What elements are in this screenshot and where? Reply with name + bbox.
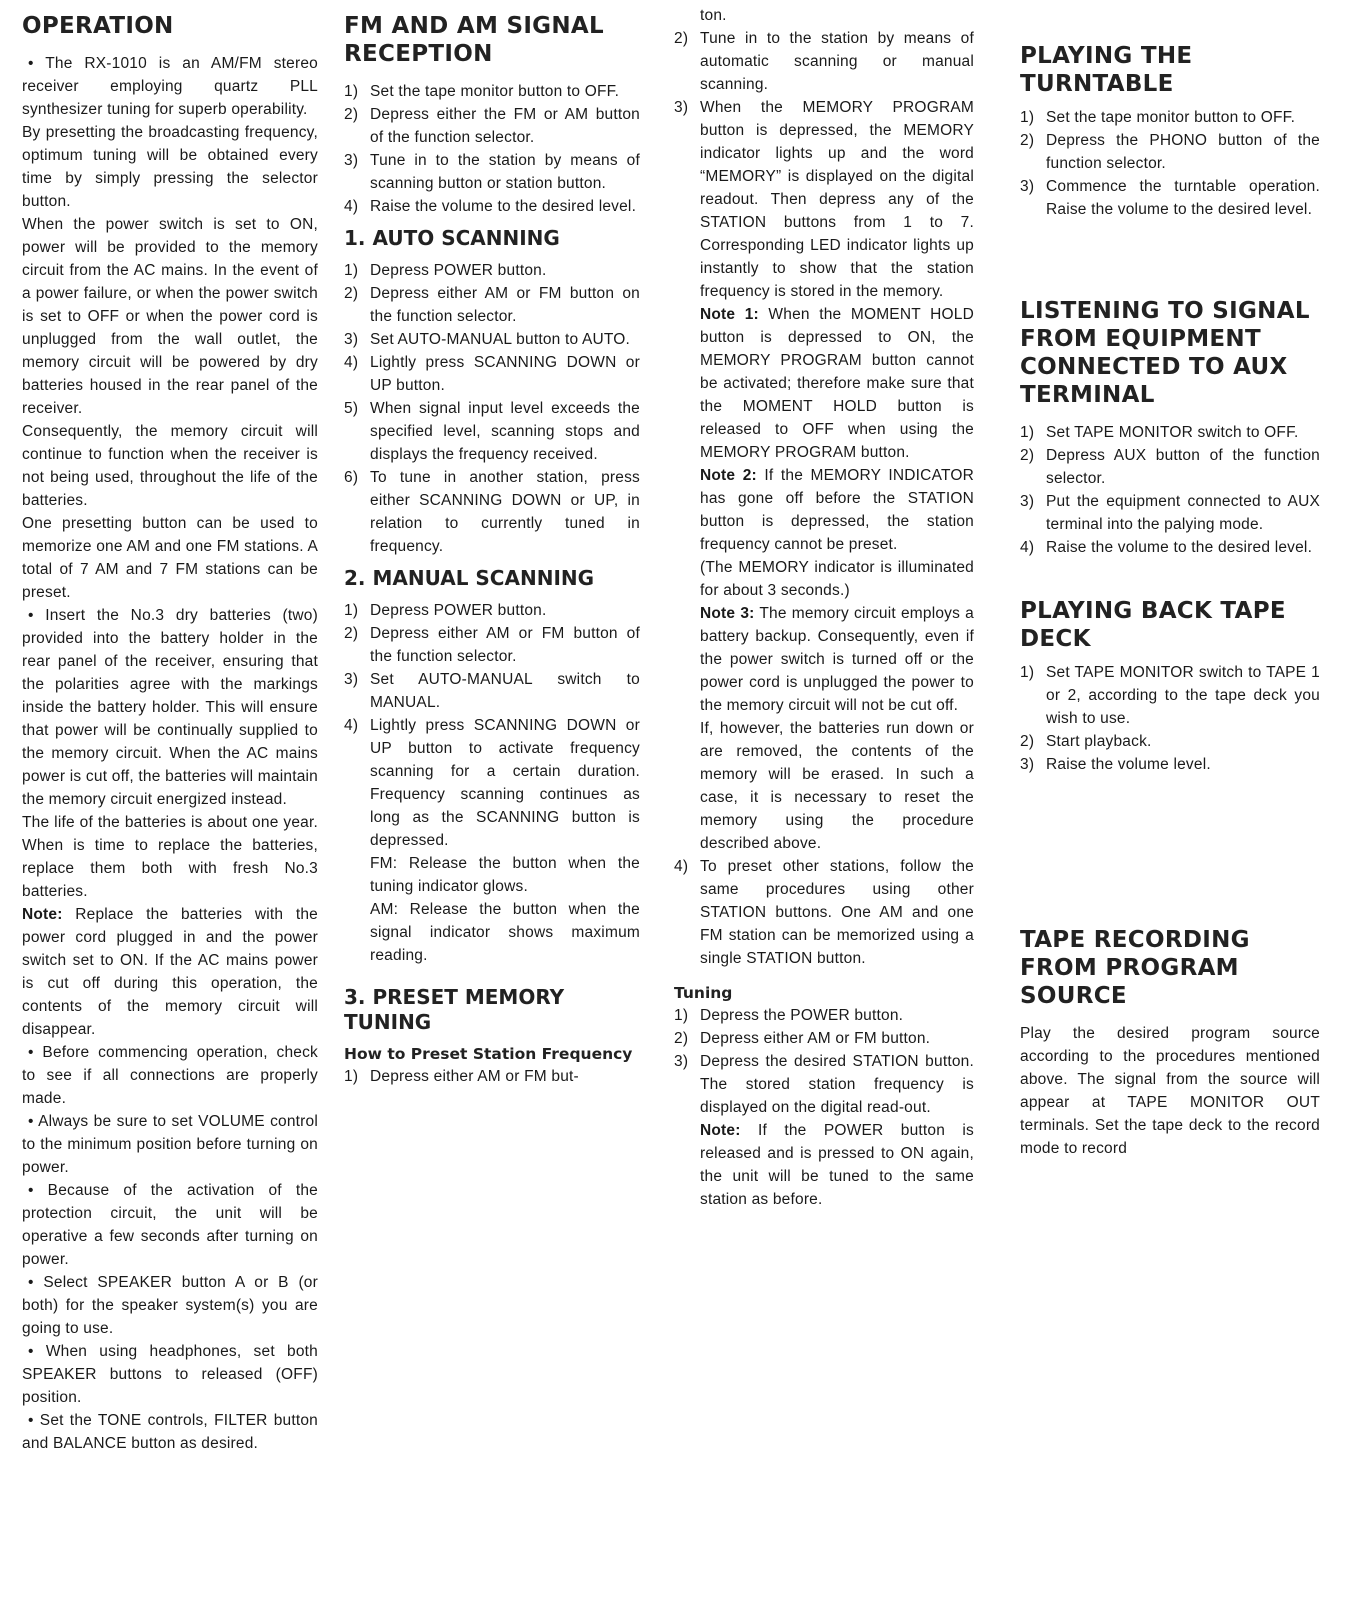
column-operation [22, 12, 318, 1455]
list-item: 3) Raise the volume level. [1020, 756, 1211, 773]
list-item: 4) Raise the volume to the desired level. [1020, 539, 1313, 556]
paragraph: The life of the batteries is about one year. When is time to replace the batteries, replace them both with fresh No.3 batteries. [22, 814, 318, 900]
list-item: 3) Tune in to the station by means of scanning button or station button. [344, 152, 640, 192]
continued-text: ton. [700, 7, 727, 24]
list-item: 3) Set AUTO-MANUAL button to AUTO. [344, 331, 631, 348]
heading-tape-deck: PLAYING BACK TAPE DECK [1020, 598, 1286, 652]
note-paragraph [22, 903, 318, 1041]
paragraph: Consequently, the memory circuit will continue to function when the receiver is not being used, throughout the life of the batteries. [22, 423, 318, 509]
list-item: 2) Depress either AM or FM button on the function selector. [344, 285, 640, 325]
heading-manual-scanning: 2. MANUAL SCANNING [344, 566, 595, 590]
list-item: 3) Set AUTO-MANUAL switch to MANUAL. [344, 671, 640, 711]
paragraph: • Select SPEAKER button A or B (or both) for the speaker system(s) you are going to use. [22, 1274, 318, 1337]
paragraph: • Set the TONE controls, FILTER button and BALANCE button as desired. [22, 1412, 318, 1452]
list-item: 4) To preset other stations, follow the same procedures using other STATION buttons. One AM and one FM station can be memorized using a single STATION button. [674, 858, 974, 967]
tape-steps [1020, 661, 1320, 776]
auto-scanning-steps [344, 259, 640, 558]
paragraph: • The RX-1010 is an AM/FM stereo receiver employing quartz PLL synthesizer tuning for superb operability. [22, 55, 318, 118]
paragraph: • When using headphones, set both SPEAKER buttons to released (OFF) position. [22, 1343, 318, 1406]
note-1: Note 1: When the MOMENT HOLD button is depressed to ON, the MEMORY PROGRAM button cannot be activated; therefore make sure that the MOMENT HOLD button is released to OFF when using the MEMORY PROGRAM button. [700, 306, 974, 461]
column-preset-tuning [674, 4, 974, 1211]
note-text: Replace the batteries with the power cord plugged in and the power switch set to ON. If the AC mains power is cut off during this operation, the contents of the memory circuit will disappear. [22, 906, 318, 1038]
heading-turntable: PLAYING THE TURNTABLE [1020, 43, 1193, 97]
recording-paragraph: Play the desired program source according to the procedures mentioned above. The signal from the source will appear at TAPE MONITOR OUT terminals. Set the tape deck to the record mode to record [1020, 1025, 1320, 1157]
list-item: 2) Depress either AM or FM button of the function selector. [344, 625, 640, 665]
list-item: 3) Depress the desired STATION button. The stored station frequency is displayed on the digital read-out. [674, 1053, 974, 1116]
list-item: 2) Tune in to the station by means of automatic scanning or manual scanning. [674, 30, 974, 93]
note-3: Note 3: The memory circuit employs a battery backup. Consequently, even if the power switch is turned off or the power cord is unplugged the power to the memory circuit will not be cut off. [700, 605, 974, 714]
tuning-note: Note: If the POWER button is released and is pressed to ON again, the unit will be tuned to the same station as before. [700, 1122, 974, 1208]
list-item: 1) Set TAPE MONITOR switch to OFF. [1020, 424, 1299, 441]
column-sources [1020, 42, 1320, 1160]
list-item: 6) To tune in another station, press either SCANNING DOWN or UP, in relation to currently tuned in frequency. [344, 469, 640, 555]
preset-steps-final [674, 855, 974, 970]
heading-fm-am-reception: FM AND AM SIGNAL RECEPTION [344, 13, 604, 67]
list-item: 3) Commence the turntable operation. Raise the volume to the desired level. [1020, 178, 1320, 218]
list-item: 2) Start playback. [1020, 733, 1152, 750]
column-signal-reception [344, 12, 640, 1088]
list-item: 1) Set TAPE MONITOR switch to TAPE 1 or 2, according to the tape deck you wish to use. [1020, 664, 1320, 727]
list-item: 2) Depress AUX button of the function selector. [1020, 447, 1320, 487]
list-item: 4) Lightly press SCANNING DOWN or UP button to activate frequency scanning for a certain duration. Frequency scanning continues as long as the SCANNING button is depressed. [344, 717, 640, 849]
paragraph: By presetting the broadcasting frequency, optimum tuning will be obtained every time by simply pressing the selector button. [22, 124, 318, 210]
tuning-steps [674, 1004, 974, 1119]
list-item: 3) Put the equipment connected to AUX terminal into the palying mode. [1020, 493, 1320, 533]
list-item: 1) Depress the POWER button. [674, 1007, 904, 1024]
list-item: 1) Set the tape monitor button to OFF. [1020, 109, 1296, 126]
fm-note: FM: Release the button when the tuning indicator glows. [370, 855, 640, 895]
list-item: 5) When signal input level exceeds the specified level, scanning stops and displays the frequency received. [344, 400, 640, 463]
aux-steps [1020, 421, 1320, 559]
list-item: 1) Set the tape monitor button to OFF. [344, 83, 620, 100]
heading-tape-recording: TAPE RECORDING FROM PROGRAM SOURCE [1020, 927, 1250, 1009]
paragraph: • Before commencing operation, check to see if all connections are properly made. [22, 1044, 318, 1107]
list-item: 1) Depress either AM or FM but- [344, 1068, 579, 1085]
reception-steps [344, 80, 640, 218]
paragraph: One presetting button can be used to memorize one AM and one FM stations. A total of 7 AM and 7 FM stations can be preset. [22, 515, 318, 601]
list-item: 1) Depress POWER button. [344, 262, 547, 279]
list-item: 4) Raise the volume to the desired level. [344, 198, 637, 215]
am-note: AM: Release the button when the signal indicator shows maximum reading. [370, 901, 640, 964]
paragraph: When the power switch is set to ON, power will be provided to the memory circuit from the AC mains. In the event of a power failure, or when the power switch is set to OFF or when the power cord is unplugged from the wall outlet, the memory circuit will be powered by dry batteries housed in the rear panel of the receiver. [22, 216, 318, 417]
note-2-detail: (The MEMORY indicator is illuminated for about 3 seconds.) [700, 559, 974, 599]
manual-scanning-steps [344, 599, 640, 852]
heading-operation: OPERATION [22, 13, 174, 39]
heading-aux: LISTENING TO SIGNAL FROM EQUIPMENT CONNECTED TO AUX TERMINAL [1020, 298, 1310, 408]
note-2: Note 2: If the MEMORY INDICATOR has gone off before the STATION button is depressed, the station frequency cannot be preset. [700, 467, 974, 553]
note-label: Note: [22, 906, 63, 923]
list-item: 4) Lightly press SCANNING DOWN or UP button. [344, 354, 640, 394]
paragraph: • Because of the activation of the protection circuit, the unit will be operative a few seconds after turning on power. [22, 1182, 318, 1268]
paragraph: • Insert the No.3 dry batteries (two) provided into the battery holder in the rear panel of the receiver, ensuring that the polarities agree with the markings inside the battery holder. This will ensure that power will be continually supplied to the memory circuit. When the AC mains power is cut off, the batteries will maintain the memory circuit energized instead. [22, 607, 318, 808]
heading-how-to-preset: How to Preset Station Frequency [344, 1045, 633, 1063]
heading-preset-memory: 3. PRESET MEMORY TUNING [344, 985, 565, 1034]
list-item: 2) Depress either the FM or AM button of the function selector. [344, 106, 640, 146]
preset-steps-cont [674, 27, 974, 303]
heading-auto-scanning: 1. AUTO SCANNING [344, 226, 560, 250]
list-item: 3) When the MEMORY PROGRAM button is depressed, the MEMORY indicator lights up and the word “MEMORY” is displayed on the digital readout. Then depress any of the STATION buttons from 1 to 7. Corresponding LED indicator lights up instantly to show that the station frequency is stored in the memory. [674, 99, 974, 300]
list-item: 2) Depress the PHONO button of the function selector. [1020, 132, 1320, 172]
paragraph: • Always be sure to set VOLUME control to the minimum position before turning on power. [22, 1113, 318, 1176]
list-item: 1) Depress POWER button. [344, 602, 547, 619]
list-item: 2) Depress either AM or FM button. [674, 1030, 931, 1047]
note-3-detail: If, however, the batteries run down or are removed, the contents of the memory will be erased. In such a case, it is necessary to reset the memory using the procedure described above. [700, 720, 974, 852]
turntable-steps [1020, 106, 1320, 221]
preset-steps [344, 1065, 640, 1088]
heading-tuning: Tuning [674, 984, 733, 1002]
